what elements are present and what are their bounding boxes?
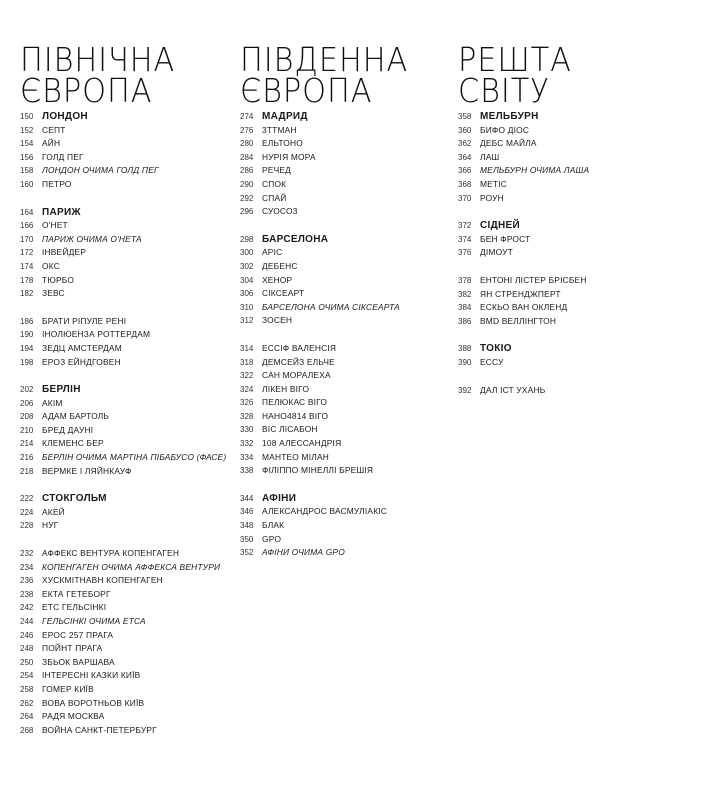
page-number: 304	[240, 275, 254, 285]
artist-name: СІКСЕАРТ	[262, 288, 305, 299]
entry-row	[240, 451, 455, 465]
page-number: 274	[240, 112, 254, 121]
column-southern-europe	[240, 0, 455, 560]
page-number: 366	[458, 166, 472, 176]
artist-name: ЛІКЕН ВІГО	[262, 383, 310, 394]
artist-name: ТЮРБО	[42, 274, 75, 285]
page-number: 348	[240, 521, 254, 531]
page-number: 202	[20, 385, 34, 395]
page-number: 264	[20, 712, 34, 722]
page-number: 216	[20, 453, 34, 463]
heading-line-1: ПІВДЕННА	[240, 40, 409, 79]
artist-name: НУРІЯ МОРА	[262, 151, 316, 162]
page-number: 248	[20, 644, 34, 654]
entry-row	[20, 124, 230, 138]
page-number: 368	[458, 179, 472, 189]
artist-name: БАРСЕЛОНА ОЧИМА СІКСЕАРТА	[262, 301, 400, 312]
artist-name: МЕТІС	[480, 178, 508, 189]
city-heading	[20, 110, 230, 124]
page-number: 346	[240, 507, 254, 517]
entry-row	[240, 137, 455, 151]
artist-name: ДІМОУТ	[480, 247, 513, 258]
page-number: 170	[20, 234, 34, 244]
city-name: БАРСЕЛОНА	[262, 233, 329, 245]
artist-name: ГОЛД ПЕГ	[42, 151, 84, 162]
artist-name: СПАЙ	[262, 192, 287, 203]
artist-name: БЕН ФРОСТ	[480, 233, 531, 244]
page-number: 244	[20, 617, 34, 626]
artist-name: ЗОСЕН	[262, 315, 293, 326]
city-heading	[458, 219, 688, 233]
entry-row	[20, 601, 230, 615]
page-number: 164	[20, 207, 34, 217]
page-number: 298	[240, 234, 254, 244]
entry-row	[20, 397, 230, 411]
entry-spacer	[458, 205, 688, 219]
section-heading	[20, 40, 230, 110]
entry-row	[20, 287, 230, 301]
page-number: 178	[20, 275, 34, 285]
artist-name: КОПЕНГАГЕН ОЧИМА АФФЕКСА ВЕНТУРИ	[42, 561, 221, 572]
page-number: 350	[240, 534, 254, 544]
city-heading	[20, 206, 230, 220]
entry-spacer	[240, 219, 455, 233]
page-number: 186	[20, 316, 34, 326]
page-number: 302	[240, 261, 254, 271]
entry-row	[20, 178, 230, 192]
entry-row	[458, 301, 688, 315]
artist-name: ДАЛ ІСТ УХАНЬ	[480, 384, 546, 395]
page-number: 210	[20, 425, 34, 435]
artist-name: ХЕНОР	[262, 274, 293, 285]
entry-row	[20, 519, 230, 533]
page-number: 156	[20, 152, 34, 162]
artist-name: АКІМ	[42, 397, 63, 408]
page-number: 330	[240, 425, 254, 435]
entry-row	[240, 423, 455, 437]
entry-row	[20, 615, 230, 629]
entry-row	[240, 151, 455, 165]
entry-row	[458, 384, 688, 398]
artist-name: САН МОРАЛЕХА	[262, 370, 331, 381]
artist-name: ДЕБЕНС	[262, 260, 298, 271]
artist-name: GPO	[262, 533, 282, 544]
entry-row	[20, 669, 230, 683]
entry-row	[20, 315, 230, 329]
artist-name: ЛОНДОН ОЧИМА ГОЛД ПЕГ	[42, 165, 159, 176]
entry-row	[20, 465, 230, 479]
artist-name: ІНТЕРЕСНІ КАЗКИ КИЇВ	[42, 670, 141, 681]
entry-row	[240, 164, 455, 178]
entry-row	[458, 315, 688, 329]
artist-name: ЕССІФ ВАЛЕНСІЯ	[262, 342, 337, 353]
page-number: 218	[20, 466, 34, 476]
page-number: 306	[240, 289, 254, 299]
page-number: 358	[458, 112, 472, 121]
page-number: 318	[240, 357, 254, 367]
entry-row	[458, 246, 688, 260]
page-number: 152	[20, 125, 34, 135]
page-number: 280	[240, 139, 254, 149]
page-number: 174	[20, 261, 34, 271]
page-number: 290	[240, 179, 254, 189]
artist-name: АФФЕКС ВЕНТУРА КОПЕНГАГЕН	[42, 548, 180, 559]
artist-name: ПАРИЖ ОЧИМА О'НЕТА	[42, 233, 142, 244]
city-heading	[458, 110, 688, 124]
artist-name: О'НЕТ	[42, 220, 68, 231]
entry-row	[240, 274, 455, 288]
entry-row	[240, 369, 455, 383]
page-number: 276	[240, 125, 254, 135]
artist-name: ГОМЕР КИЇВ	[42, 683, 94, 694]
artist-name: ЕКТА ГЕТЕБОРГ	[42, 588, 111, 599]
artist-name: BMD ВЕЛЛІНГТОН	[480, 315, 557, 326]
heading-line-2: ЄВРОПА	[240, 71, 373, 110]
page-number: 374	[458, 234, 472, 244]
city-name: МАДРИД	[262, 111, 308, 122]
entry-row	[458, 137, 688, 151]
page-number: 300	[240, 248, 254, 258]
entry-row	[458, 274, 688, 288]
page-number: 262	[20, 698, 34, 708]
page-number: 172	[20, 248, 34, 258]
artist-name: СПОК	[262, 178, 287, 189]
entry-row	[240, 396, 455, 410]
artist-name: НАНО4814 ВІГО	[262, 410, 329, 421]
entry-list	[20, 110, 230, 737]
page-number: 388	[458, 344, 472, 354]
entry-row	[20, 260, 230, 274]
city-heading	[20, 383, 230, 397]
entry-row	[20, 710, 230, 724]
artist-name: МЕЛЬБУРН ОЧИМА ЛАША	[480, 165, 590, 176]
page-number: 228	[20, 521, 34, 531]
page-number: 150	[20, 112, 34, 121]
page-number: 328	[240, 411, 254, 421]
page-number: 344	[240, 493, 254, 503]
page-number: 208	[20, 412, 34, 422]
entry-row	[458, 164, 688, 178]
entry-row	[20, 328, 230, 342]
artist-name: РАДЯ МОСКВА	[42, 711, 105, 722]
page-number: 334	[240, 452, 254, 462]
artist-name: ЕССУ	[480, 356, 504, 367]
entry-row	[20, 151, 230, 165]
entry-row	[240, 260, 455, 274]
artist-name: ІНОЛЮЕНЗА РОТТЕРДАМ	[42, 329, 151, 340]
page-number: 386	[458, 316, 472, 326]
entry-row	[458, 151, 688, 165]
artist-name: ВОЙНА САНКТ-ПЕТЕРБУРГ	[42, 724, 157, 735]
artist-name: РОУН	[480, 192, 504, 203]
entry-row	[240, 124, 455, 138]
city-name: СТОКГОЛЬМ	[42, 493, 107, 505]
entry-row	[20, 219, 230, 233]
city-name: ЛОНДОН	[42, 111, 88, 122]
entry-row	[240, 356, 455, 370]
heading-line-1: РЕШТА	[458, 40, 572, 79]
artist-name: ІНВЕЙДЕР	[42, 247, 87, 258]
page-number: 312	[240, 316, 254, 326]
entry-row	[20, 342, 230, 356]
artist-name: ЯН СТРЕНДЖПЕРТ	[480, 288, 561, 299]
entry-row	[240, 301, 455, 315]
entry-row	[20, 246, 230, 260]
entry-row	[240, 464, 455, 478]
artist-name: ХУСКМІТНАВН КОПЕНГАГЕН	[42, 575, 163, 586]
artist-name: ЗЕДЦ АМСТЕРДАМ	[42, 342, 122, 353]
entry-row	[20, 506, 230, 520]
entry-row	[240, 314, 455, 328]
page-number: 372	[458, 221, 472, 231]
entry-spacer	[20, 478, 230, 492]
page-number: 250	[20, 657, 34, 667]
city-heading	[20, 492, 230, 506]
entry-spacer	[458, 328, 688, 342]
entry-row	[20, 656, 230, 670]
artist-name: АФІНИ ОЧИМА GPO	[262, 547, 345, 558]
artist-name: ЕЛЬТОНО	[262, 138, 303, 149]
artist-name: НУГ	[42, 520, 59, 531]
page-number: 158	[20, 166, 34, 176]
page-number: 292	[240, 193, 254, 203]
page-number: 166	[20, 221, 34, 231]
artist-name: СЕПТ	[42, 124, 66, 135]
artist-name: АДАМ БАРТОЛЬ	[42, 411, 110, 422]
entry-row	[20, 274, 230, 288]
entry-row	[20, 683, 230, 697]
entry-row	[20, 137, 230, 151]
heading-line-2: СВІТУ	[458, 71, 550, 110]
entry-spacer	[458, 260, 688, 274]
artist-name: ЕРОЗ ЕЙНДГОВЕН	[42, 356, 121, 367]
page-number: 214	[20, 439, 34, 449]
page-number: 296	[240, 207, 254, 217]
artist-name: ВІС ЛІСАБОН	[262, 424, 318, 435]
entry-row	[20, 451, 230, 465]
artist-name: АКЕЙ	[42, 506, 65, 517]
entry-row	[458, 124, 688, 138]
entry-row	[20, 561, 230, 575]
city-name: СІДНЕЙ	[480, 220, 521, 232]
entry-row	[240, 505, 455, 519]
artist-name: АЙН	[42, 138, 61, 149]
page-number: 392	[458, 385, 472, 395]
page-number: 236	[20, 576, 34, 586]
entry-spacer	[458, 370, 688, 384]
page-number: 352	[240, 548, 254, 558]
page-number: 238	[20, 589, 34, 599]
page-number: 364	[458, 152, 472, 162]
artist-name: ФІЛІППО МІНЕЛЛІ БРЕШІЯ	[262, 465, 374, 476]
entry-spacer	[20, 369, 230, 383]
entry-row	[458, 178, 688, 192]
page-number: 382	[458, 289, 472, 299]
artist-name: ВЕРМКЕ І ЛЯЙНКАУФ	[42, 465, 132, 476]
city-heading	[240, 233, 455, 247]
page-number: 322	[240, 371, 254, 381]
city-heading	[240, 110, 455, 124]
page-number: 194	[20, 343, 34, 353]
section-heading	[240, 40, 455, 110]
entry-list	[458, 110, 688, 397]
page-number: 198	[20, 357, 34, 367]
artist-name: КЛЕМЕНС БЕР	[42, 438, 104, 449]
page-number: 314	[240, 343, 254, 353]
entry-row	[20, 437, 230, 451]
artist-name: ЛАШ	[480, 151, 500, 162]
page-number: 362	[458, 139, 472, 149]
page-number: 310	[240, 302, 254, 312]
page-number: 370	[458, 193, 472, 203]
artist-name: ПЕЛЮКАС ВІГО	[262, 397, 328, 408]
page-number: 384	[458, 303, 472, 313]
entry-row	[20, 588, 230, 602]
entry-row	[240, 246, 455, 260]
artist-name: ОКС	[42, 260, 60, 271]
artist-name: АРІС	[262, 247, 283, 258]
entry-row	[20, 233, 230, 247]
city-name: ПАРИЖ	[42, 206, 81, 218]
page-number: 376	[458, 248, 472, 258]
artist-name: ЗБЬОК ВАРШАВА	[42, 656, 115, 667]
artist-name: БРЕД ДАУНІ	[42, 424, 94, 435]
page-number: 390	[458, 357, 472, 367]
page-number: 246	[20, 630, 34, 640]
page-number: 324	[240, 384, 254, 394]
artist-name: 108 АЛЕССАНДРІЯ	[262, 438, 342, 449]
artist-name: БРАТИ РІПУЛЕ РЕНІ	[42, 315, 127, 326]
page-number: 268	[20, 725, 34, 735]
entry-row	[20, 642, 230, 656]
artist-name: ВОВА ВОРОТНЬОВ КИЇВ	[42, 697, 145, 708]
entry-row	[240, 342, 455, 356]
artist-name: ПОЙНТ ПРАГА	[42, 643, 103, 654]
page-number: 160	[20, 179, 34, 189]
entry-row	[240, 410, 455, 424]
page-number: 360	[458, 125, 472, 135]
page-number: 206	[20, 398, 34, 408]
entry-spacer	[240, 328, 455, 342]
entry-row	[240, 178, 455, 192]
entry-row	[240, 533, 455, 547]
entry-spacer	[20, 301, 230, 315]
entry-row	[20, 724, 230, 738]
page-number: 284	[240, 152, 254, 162]
artist-name: ЗЕВС	[42, 288, 65, 299]
page-number: 182	[20, 289, 34, 299]
entry-row	[20, 547, 230, 561]
city-name: МЕЛЬБУРН	[480, 111, 539, 122]
entry-row	[240, 192, 455, 206]
artist-name: 3ТТМАН	[262, 124, 297, 135]
artist-name: АЛЕКСАНДРОС ВАСМУЛІАКІС	[262, 506, 388, 517]
entry-spacer	[240, 478, 455, 492]
artist-name: БЕРЛІН ОЧИМА МАРТІНА ПІБАБУСО (ФАСЕ)	[42, 452, 227, 463]
page-number: 154	[20, 139, 34, 149]
page-number: 338	[240, 466, 254, 476]
artist-name: ГЕЛЬСІНКІ ОЧИМА ЕТСА	[42, 616, 146, 626]
entry-row	[20, 424, 230, 438]
entry-row	[20, 629, 230, 643]
artist-name: ЕСКЬО ВАН ОКЛЕНД	[480, 302, 568, 313]
heading-line-1: ПІВНІЧНА	[20, 40, 176, 79]
column-northern-europe	[20, 0, 230, 737]
entry-row	[240, 287, 455, 301]
entry-row	[458, 288, 688, 302]
entry-row	[240, 546, 455, 560]
entry-row	[458, 233, 688, 247]
entry-row	[240, 437, 455, 451]
entry-spacer	[20, 192, 230, 206]
city-name: БЕРЛІН	[42, 384, 81, 396]
page-number: 242	[20, 603, 34, 613]
artist-name: СУОСО3	[262, 206, 298, 217]
entry-row	[20, 574, 230, 588]
artist-name: ЕНТОНІ ЛІСТЕР БРІСБЕН	[480, 274, 587, 285]
artist-name: ЕТС ГЕЛЬСІНКІ	[42, 602, 107, 613]
page-number: 378	[458, 275, 472, 285]
city-name: АФІНИ	[262, 492, 297, 504]
artist-name: БЛАК	[262, 520, 285, 531]
entry-row	[240, 383, 455, 397]
column-rest-of-world	[458, 0, 688, 397]
page-number: 286	[240, 166, 254, 176]
artist-name: РЕЧЕД	[262, 165, 292, 176]
entry-row	[458, 356, 688, 370]
artist-name: ДЕБС МАЙЛА	[480, 138, 537, 149]
entry-row	[20, 697, 230, 711]
entry-row	[20, 356, 230, 370]
artist-name: ДЕМСЕЙЗ ЕЛЬЧЕ	[262, 356, 335, 367]
artist-name: МАНТЕО МІЛАН	[262, 451, 329, 462]
city-heading	[240, 492, 455, 506]
page-number: 234	[20, 562, 34, 572]
section-heading	[458, 40, 688, 110]
city-name: ТОКІО	[480, 343, 512, 355]
page-number: 258	[20, 684, 34, 694]
entry-row	[458, 192, 688, 206]
entry-spacer	[20, 533, 230, 547]
heading-line-2: ЄВРОПА	[20, 71, 153, 110]
page-number: 224	[20, 507, 34, 517]
entry-row	[20, 410, 230, 424]
entry-row	[20, 164, 230, 178]
page-number: 332	[240, 439, 254, 449]
artist-name: ЕРОС 257 ПРАГА	[42, 629, 114, 640]
page-number: 326	[240, 398, 254, 408]
entry-row	[240, 519, 455, 533]
artist-name: БИФО ДІОС	[480, 124, 530, 135]
artist-name: ПЕТРО	[42, 178, 72, 189]
entry-list	[240, 110, 455, 560]
city-heading	[458, 342, 688, 356]
page-number: 232	[20, 549, 34, 559]
page-number: 254	[20, 671, 34, 681]
page-number: 190	[20, 330, 34, 340]
page-number: 222	[20, 494, 34, 504]
entry-row	[240, 205, 455, 219]
